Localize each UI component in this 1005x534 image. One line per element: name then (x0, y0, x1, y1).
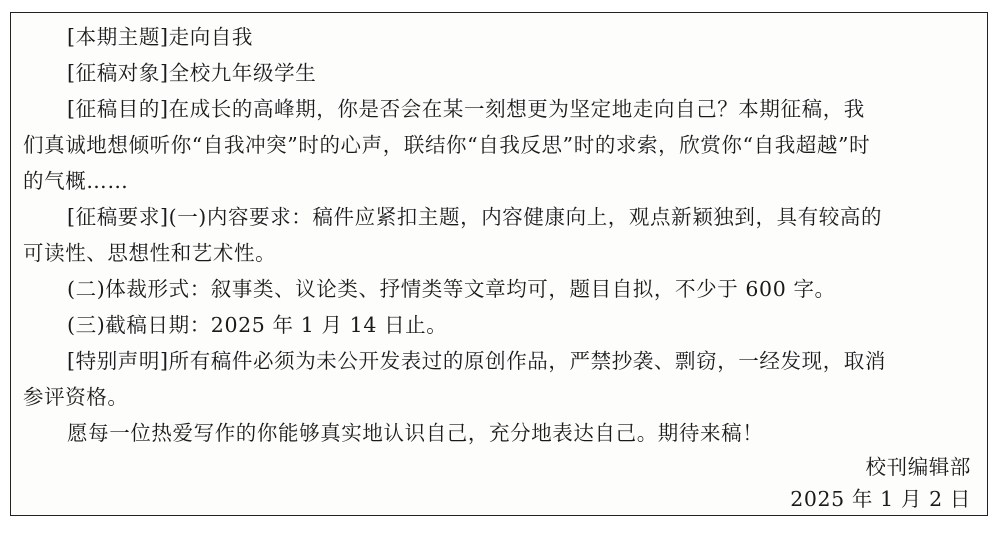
target-line (67, 63, 316, 84)
requirements-line-1 (67, 207, 882, 228)
special-statement-text-1: 所有稿件必须为未公开发表过的原创作品，严禁抄袭、剽窃，一经发现，取消 (168, 349, 887, 373)
signature: 校刊编辑部 (865, 455, 971, 479)
requirements-label: [征稿要求] (67, 205, 169, 229)
theme-line (67, 27, 253, 48)
requirements-item-3: (三)截稿日期：2025 年 1 月 14 日止。 (67, 313, 448, 337)
requirements-line-2: 可读性、思想性和艺术性。 (23, 241, 277, 265)
purpose-label: [征稿目的] (67, 97, 169, 121)
theme-label: [本期主题] (67, 25, 169, 49)
purpose-line-2: 们真诚地想倾听你“自我冲突”时的心声，联结你“自我反思”时的求索，欣赏你“自我超越”时 (23, 133, 871, 157)
requirements-text-1: (一)内容要求：稿件应紧扣主题，内容健康向上，观点新颖独到，具有较高的 (168, 205, 883, 229)
requirements-item-2: (二)体裁形式：叙事类、议论类、抒情类等文章均可，题目自拟，不少于 600 字。 (67, 277, 836, 301)
special-statement-label: [特别声明] (67, 349, 169, 373)
purpose-text-1: 在成长的高峰期，你是否会在某一刻想更为坚定地走向自己？本期征稿，我 (168, 97, 865, 121)
notice-date: 2025 年 1 月 2 日 (790, 487, 971, 511)
purpose-line-3: 的气概…… (23, 169, 129, 193)
theme-value: 走向自我 (168, 25, 254, 49)
special-statement-line-2: 参评资格。 (23, 385, 129, 409)
call-for-submissions-notice (10, 12, 988, 516)
target-value: 全校九年级学生 (168, 61, 317, 85)
special-statement-line-1 (67, 351, 886, 372)
target-label: [征稿对象] (67, 61, 169, 85)
closing-wish: 愿每一位热爱写作的你能够真实地认识自己，充分地表达自己。期待来稿！ (67, 421, 764, 445)
purpose-line-1 (67, 99, 865, 120)
